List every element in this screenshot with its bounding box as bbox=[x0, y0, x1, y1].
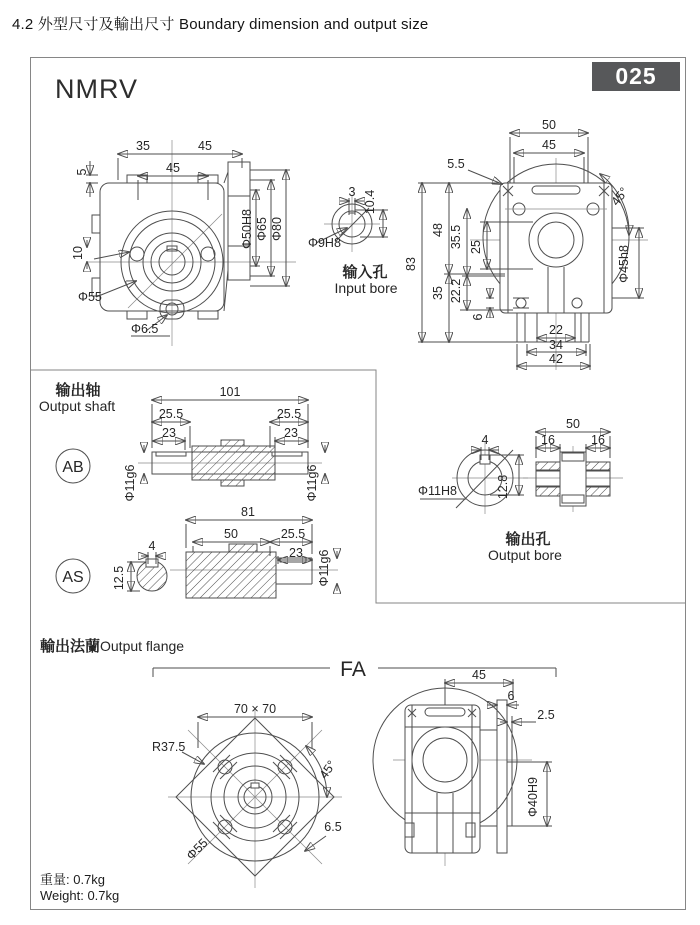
dim-22: 22 bbox=[549, 323, 563, 337]
dim-6-5-flange: 6.5 bbox=[324, 820, 342, 834]
dim-phi11g6-left: Φ11g6 bbox=[123, 464, 137, 502]
dim-6: 6 bbox=[471, 313, 485, 321]
dim-35-5: 35.5 bbox=[449, 224, 463, 250]
side-view-drawing bbox=[404, 118, 648, 370]
dim-phi11h8: Φ11H8 bbox=[418, 484, 457, 498]
dim-phi11g6-as: Φ11g6 bbox=[317, 549, 331, 587]
output-bore-label-cn: 输出孔 bbox=[505, 531, 551, 548]
dim-50: 50 bbox=[542, 118, 556, 132]
dim-phi55-flange: Φ55 bbox=[183, 835, 211, 863]
flange-label-cn: 輸出法蘭 bbox=[40, 638, 101, 655]
weight-cn: 重量: 0.7kg bbox=[40, 872, 106, 887]
dim-25-5-as: 25.5 bbox=[280, 527, 306, 541]
dim-22-2: 22.2 bbox=[449, 278, 463, 304]
dim-phi11g6-right: Φ11g6 bbox=[305, 464, 319, 502]
dim-12-5: 12.5 bbox=[112, 565, 126, 591]
input-bore-drawing bbox=[308, 185, 398, 296]
dim-35: 35 bbox=[136, 139, 150, 153]
dim-48: 48 bbox=[431, 223, 445, 237]
dim-101: 101 bbox=[219, 385, 241, 399]
front-view-drawing bbox=[71, 139, 296, 346]
dim-phi65: Φ65 bbox=[255, 217, 269, 241]
input-bore-label-cn: 输入孔 bbox=[342, 264, 388, 281]
page-title: 4.2 外型尺寸及輸出尺寸 Boundary dimension and output size bbox=[12, 16, 429, 33]
dim-6-flange: 6 bbox=[507, 689, 515, 703]
dim-23-left: 23 bbox=[162, 426, 176, 440]
dim-phi55: Φ55 bbox=[78, 290, 102, 304]
dim-25: 25 bbox=[469, 240, 483, 254]
dim-45deg-flange: 45° bbox=[316, 757, 339, 782]
dim-83: 83 bbox=[404, 257, 418, 271]
output-shaft-ab-drawing bbox=[39, 381, 325, 501]
dim-34: 34 bbox=[549, 338, 563, 352]
dim-81: 81 bbox=[241, 505, 255, 519]
input-bore-label-en: Input bore bbox=[334, 280, 398, 296]
dim-23-as: 23 bbox=[289, 546, 303, 560]
dim-10-4: 10.4 bbox=[363, 189, 377, 215]
dim-35v: 35 bbox=[431, 286, 445, 300]
output-shaft-label-en: Output shaft bbox=[38, 398, 116, 414]
dim-phi45h8: Φ45h8 bbox=[617, 245, 631, 283]
dim-45: 45 bbox=[542, 138, 556, 152]
dim-16-right: 16 bbox=[591, 433, 605, 447]
dim-16-left: 16 bbox=[541, 433, 555, 447]
dim-25-5-left: 25.5 bbox=[158, 407, 184, 421]
dim-25-5-right: 25.5 bbox=[276, 407, 302, 421]
output-bore-label-en: Output bore bbox=[488, 547, 562, 563]
variant-ab: AB bbox=[62, 459, 84, 476]
dim-phi50h8: Φ50H8 bbox=[240, 209, 254, 249]
variant-as: AS bbox=[62, 569, 84, 586]
dim-10: 10 bbox=[71, 246, 85, 260]
dim-3: 3 bbox=[348, 185, 356, 199]
output-bore-drawing bbox=[418, 417, 623, 563]
dim-45-bolt: 45 bbox=[166, 161, 180, 175]
dim-5-5: 5.5 bbox=[447, 157, 465, 171]
dim-r37-5: R37.5 bbox=[152, 740, 186, 754]
output-flange-section bbox=[40, 637, 556, 888]
dim-2-5-flange: 2.5 bbox=[537, 708, 555, 722]
dim-phi80: Φ80 bbox=[270, 217, 284, 241]
dim-phi40h9: Φ40H9 bbox=[526, 777, 540, 817]
dim-23-right: 23 bbox=[284, 426, 298, 440]
dim-phi9h8: Φ9H8 bbox=[308, 236, 341, 250]
model-name: NMRV bbox=[55, 74, 139, 104]
output-shaft-label-cn: 输出轴 bbox=[55, 382, 101, 399]
dim-phi6-5: Φ6.5 bbox=[131, 322, 159, 336]
dim-45-flange: 45 bbox=[472, 668, 486, 682]
dim-50-bore: 50 bbox=[566, 417, 580, 431]
dim-4-bore: 4 bbox=[481, 433, 489, 447]
dim-5: 5 bbox=[75, 168, 89, 176]
dim-50-as: 50 bbox=[224, 527, 238, 541]
output-shaft-as-drawing bbox=[56, 505, 338, 598]
flange-label-en: Output flange bbox=[100, 638, 185, 654]
flange-code-fa: FA bbox=[340, 658, 366, 681]
dim-70x70: 70 × 70 bbox=[233, 702, 277, 716]
dim-42: 42 bbox=[549, 352, 563, 366]
dim-4-as: 4 bbox=[148, 539, 156, 553]
dim-12-8: 12.8 bbox=[496, 474, 510, 500]
weight-en: Weight: 0.7kg bbox=[40, 888, 120, 903]
dim-45deg: 45° bbox=[608, 184, 632, 209]
size-badge: 025 bbox=[592, 62, 680, 91]
dim-45-top: 45 bbox=[198, 139, 212, 153]
